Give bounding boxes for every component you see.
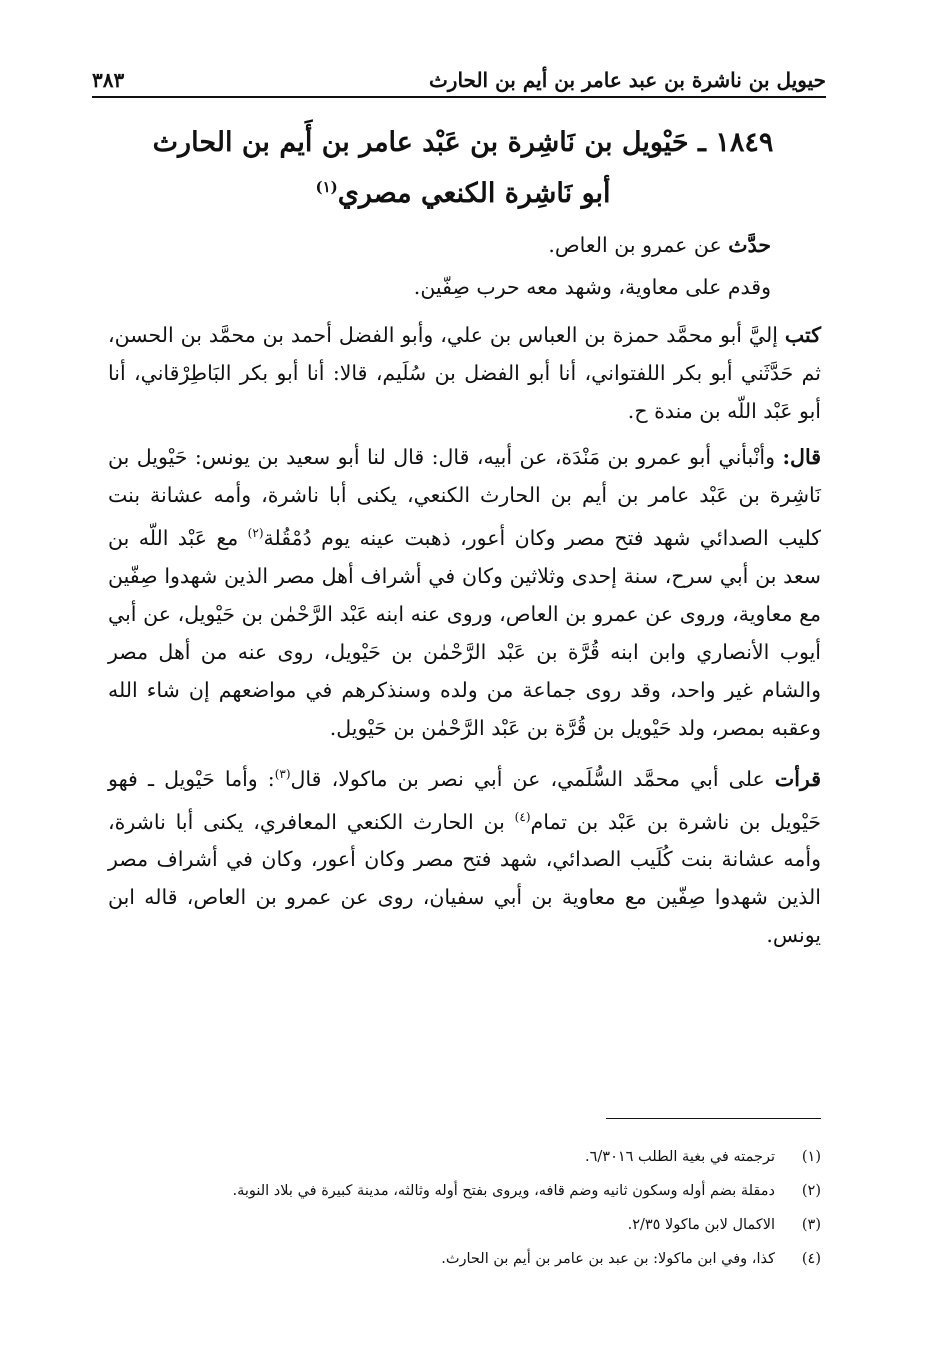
footnote: [150, 1208, 821, 1242]
footnote-number: (٤): [801, 1251, 821, 1267]
footnote-number: (٢): [801, 1183, 821, 1199]
footnote: [150, 1174, 821, 1208]
paragraph-4: [108, 438, 821, 747]
footnote: [150, 1140, 821, 1174]
footnote-ref-2: (٢): [247, 526, 264, 540]
footnote-number: (٣): [801, 1217, 821, 1233]
footnote-text: ترجمته في بغية الطلب ٦/٣٠١٦.: [585, 1149, 775, 1165]
paragraph-text: وأنْبأني أبو عمرو بن مَنْدَة، عن أبيه، قال: قال لنا أبو سعيد بن يونس: حَيْويل بن نَاشِرة بن عَبْد عامر بن أيم بن الحارث الكنعي، يكنى أبا ناشرة، وأمه عشانة بنت كليب الصدائي شهد فتح مصر وكان أعور، ذهبت عينه يوم دُمْقُلة: [108, 445, 821, 550]
running-header: [92, 60, 826, 98]
paragraph-text: : وأما حَيْويل ـ فهو حَيْويل بن ناشرة بن عَبْد بن تمام: [108, 766, 821, 834]
paragraph-text: على أبي محمَّد السُّلَمي، عن أبي نصر بن ماكولا، قال: [290, 766, 775, 791]
paragraph-1: [108, 226, 821, 264]
footnote-ref-1: (١): [315, 178, 338, 196]
paragraph-lead: حدَّث: [728, 233, 771, 257]
footnote-text: دمقلة بضم أوله وسكون ثانيه وضم قافه، ويروى بفتح أوله وثالثه، مدينة كبيرة في بلاد النوبة.: [232, 1183, 775, 1199]
paragraph-text: بن الحارث الكنعي المعافري، يكنى أبا ناشرة، وأمه عشانة بنت كُلَيب الصدائي، شهد فتح مصر وكان أعور، وكان في أشراف مصر الذين شهدوا صِفّين مع معاوية بن أبي سفيان، روى عن عمرو بن العاص، قاله ابن يونس.: [108, 809, 821, 948]
paragraph-3: [108, 316, 821, 430]
entry-body: [108, 226, 821, 962]
paragraph-lead: قرأت: [774, 766, 821, 791]
paragraph-text: وقدم على معاوية، وشهد معه حرب صِفّين.: [413, 275, 771, 299]
paragraph-text: مع عَبْد اللّه بن سعد بن أبي سرح، سنة إحدى وثلاثين وكان في أشراف أهل مصر الذين شهدوا صِفّين مع معاوية، وروى عن عمرو بن العاص، وروى عنه ابنه عَبْد الرَّحْمٰن بن حَيْويل، عن أبي أيوب الأنصاري وابن ابنه قُرَّة بن عَبْد الرَّحْمٰن بن حَيْويل، روى عنه من أهل مصر والشام غير واحد، وقد روى جماعة من ولده وسنذكرهم في مواضعهم إن شاء الله وعقبه بمصر، ولد حَيْويل بن قُرَّة بن عَبْد الرَّحْمٰن بن حَيْويل.: [108, 525, 821, 740]
footnote-text: الاكمال لابن ماكولا ٢/٣٥.: [627, 1217, 775, 1233]
footnote-separator: [606, 1118, 821, 1119]
entry-title-kunya: أبو نَاشِرة الكنعي مصري: [337, 178, 611, 209]
entry-title-line-1: ١٨٤٩ ـ حَيْويل بن نَاشِرة بن عَبْد عامر بن أَيم بن الحارث: [152, 127, 774, 158]
footnotes: [150, 1140, 821, 1276]
footnote: [150, 1242, 821, 1276]
footnote-ref-4: (٤): [514, 809, 531, 824]
paragraph-lead: قال:: [782, 445, 821, 469]
paragraph-text: إليَّ أبو محمَّد حمزة بن العباس بن علي، وأبو الفضل أحمد بن محمَّد بن الحسن، ثم حَدَّثَني أبو بكر اللفتواني، أنا أبو الفضل بن سُلَيم، قالا: أنا أبو بكر البَاطِرْقاني، أنا أبو عَبْد اللّه بن مندة ح.: [108, 323, 821, 423]
paragraph-5: [108, 755, 821, 955]
paragraph-lead: كتب: [784, 323, 821, 347]
paragraph-text: عن عمرو بن العاص.: [548, 233, 729, 257]
footnote-text: كذا، وفي ابن ماكولا: بن عبد بن عامر بن أيم بن الحارث.: [441, 1251, 775, 1267]
page-number: ٣٨٣: [92, 68, 125, 92]
footnote-number: (١): [801, 1149, 821, 1165]
entry-title-line-2: [100, 165, 826, 216]
paragraph-2: [108, 268, 821, 306]
entry-heading: [100, 120, 826, 216]
footnote-ref-3: (٣): [274, 766, 291, 781]
running-title: حيويل بن ناشرة بن عبد عامر بن أيم بن الحارث: [428, 68, 826, 92]
